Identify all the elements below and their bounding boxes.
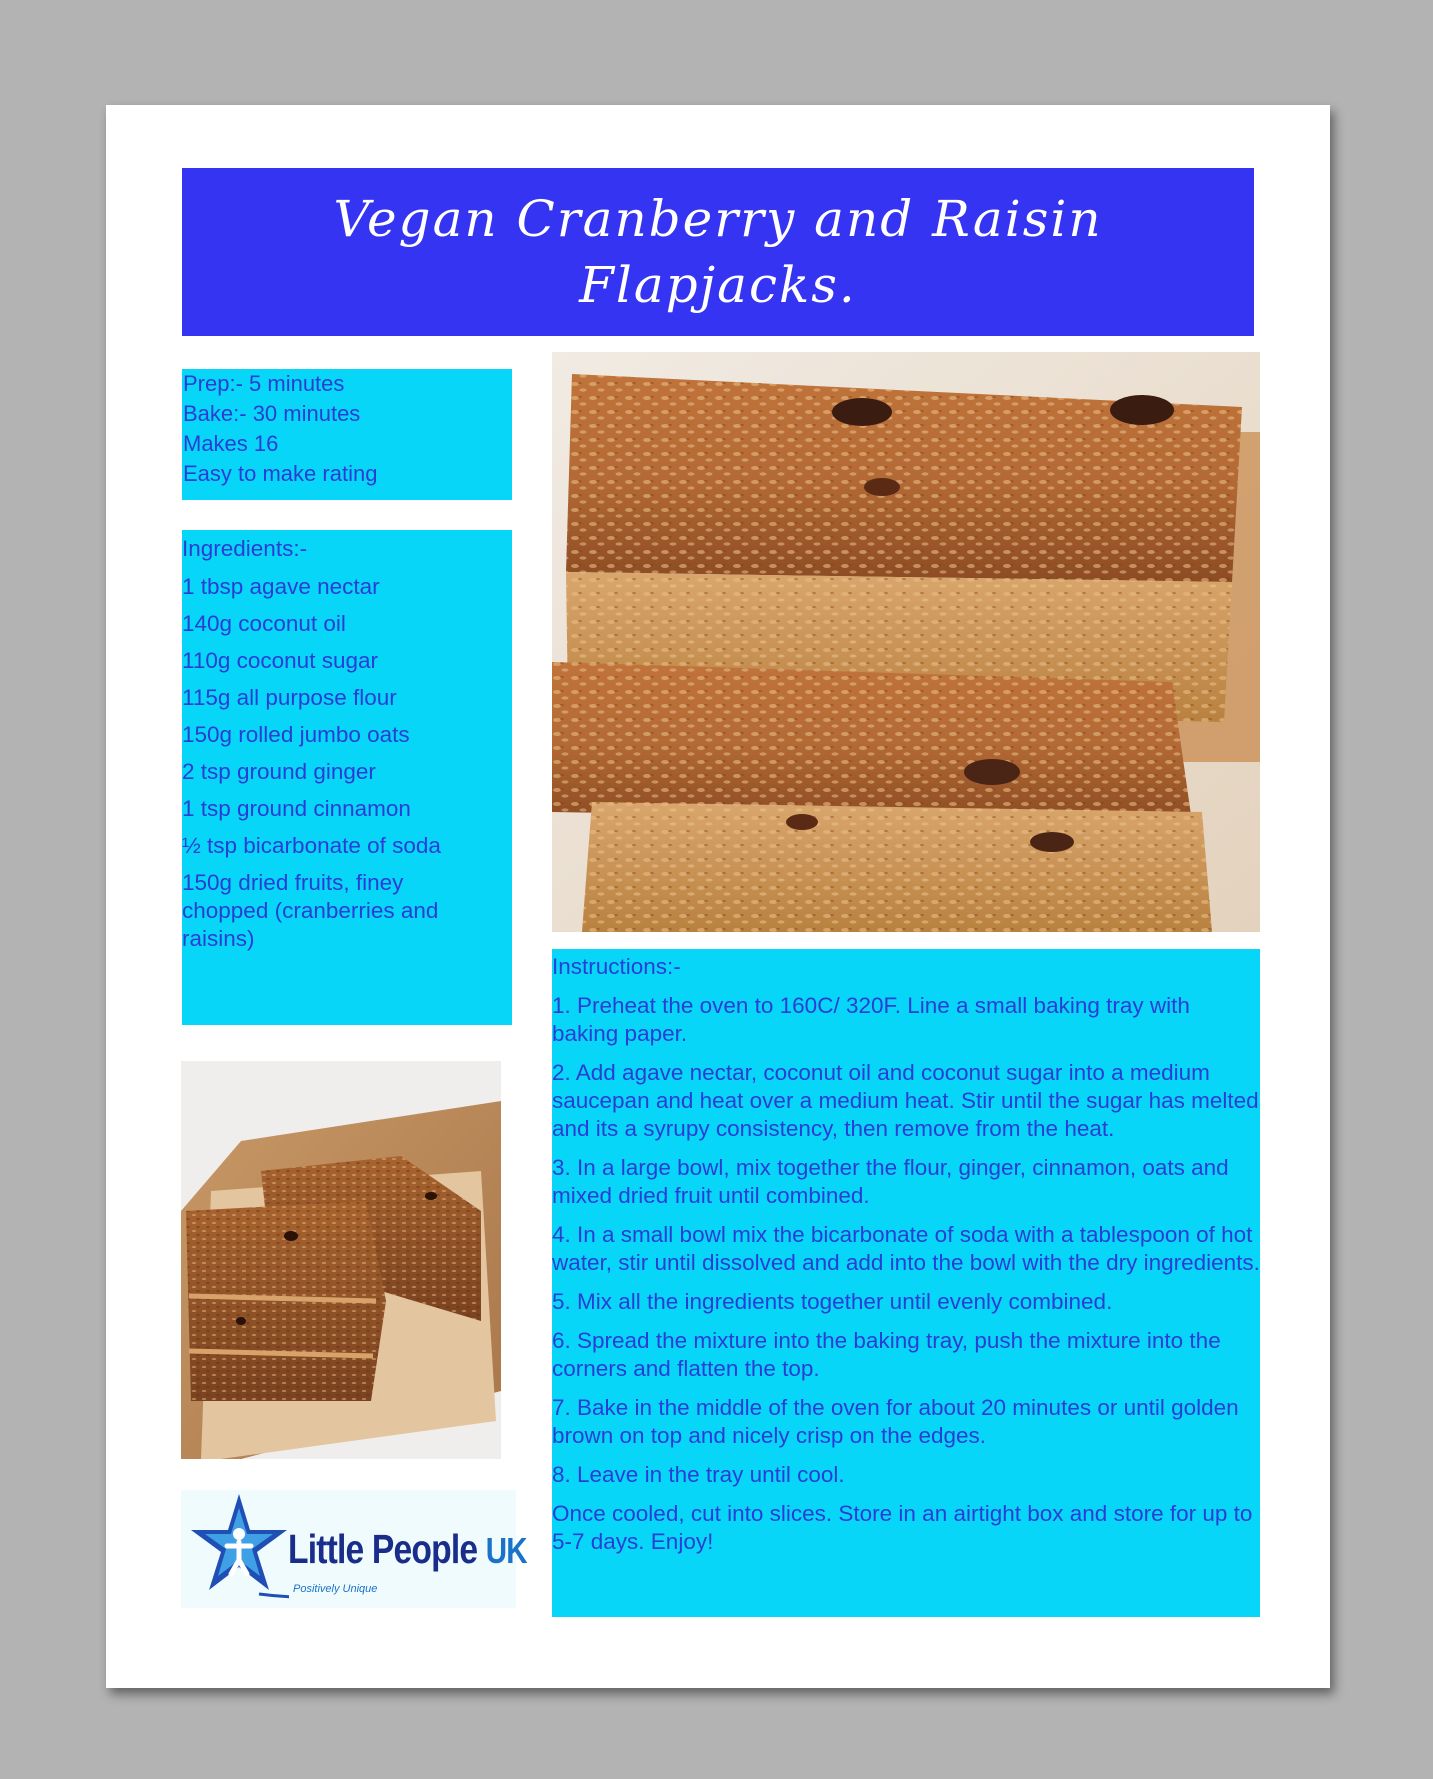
logo-tagline: Positively Unique [293, 1583, 378, 1595]
recipe-page [106, 105, 1330, 1688]
title-line-2: Flapjacks. [579, 256, 857, 314]
ingredient-item: 1 tsp ground cinnamon [182, 796, 411, 821]
little-people-uk-logo [181, 1490, 527, 1608]
flapjack-stack-photo [552, 352, 1260, 932]
ingredient-item: 150g rolled jumbo oats [182, 722, 410, 747]
flapjack-board-photo [181, 1061, 501, 1459]
ingredients-box [182, 530, 512, 1025]
bake-time: Bake:- 30 minutes [183, 401, 361, 426]
title-line-1: Vegan Cranberry and Raisin [333, 190, 1103, 248]
instruction-step: 4. In a small bowl mix the bicarbonate of soda with a tablespoon of hot water, stir until dissolved and add into the bowl with the dry ingredients. [552, 1222, 1260, 1275]
instruction-step: 7. Bake in the middle of the oven for about 20 minutes or until golden brown on top and nicely crisp on the edges. [552, 1395, 1239, 1448]
difficulty-rating: Easy to make rating [183, 461, 378, 486]
ingredient-item: 1 tbsp agave nectar [182, 574, 380, 599]
title-banner [182, 168, 1254, 336]
instruction-step: 3. In a large bowl, mix together the flour, ginger, cinnamon, oats and mixed dried fruit until combined. [552, 1155, 1229, 1208]
logo-suffix: UK [485, 1530, 527, 1571]
recipe-title [238, 186, 1198, 318]
instruction-step: Once cooled, cut into slices. Store in an airtight box and store for up to 5-7 days. Enjoy! [552, 1501, 1253, 1554]
logo-wordmark [288, 1526, 527, 1573]
recipe-info-box [182, 369, 512, 500]
instruction-step: 5. Mix all the ingredients together until evenly combined. [552, 1289, 1113, 1314]
instructions-heading: Instructions:- [552, 954, 681, 979]
instruction-step: 2. Add agave nectar, coconut oil and coconut sugar into a medium saucepan and heat over a medium heat. Stir until the sugar has melted and its a syrupy consistency, then remove from the heat. [552, 1060, 1259, 1141]
ingredient-item: 115g all purpose flour [182, 685, 397, 710]
ingredient-item: 140g coconut oil [182, 611, 346, 636]
instruction-step: 1. Preheat the oven to 160C/ 320F. Line a small baking tray with baking paper. [552, 993, 1190, 1046]
instructions-box [552, 949, 1260, 1617]
ingredient-item: 150g dried fruits, finey chopped (cranberries and raisins) [182, 870, 439, 951]
star-icon [189, 1494, 289, 1602]
logo-name: Little People [288, 1526, 478, 1572]
prep-time: Prep:- 5 minutes [183, 371, 345, 396]
instruction-step: 6. Spread the mixture into the baking tray, push the mixture into the corners and flatten the top. [552, 1328, 1221, 1381]
ingredient-item: 110g coconut sugar [182, 648, 378, 673]
ingredient-item: 2 tsp ground ginger [182, 759, 376, 784]
ingredient-item: ½ tsp bicarbonate of soda [182, 833, 441, 858]
instruction-step: 8. Leave in the tray until cool. [552, 1462, 845, 1487]
servings: Makes 16 [183, 431, 279, 456]
ingredients-heading: Ingredients:- [182, 536, 308, 561]
